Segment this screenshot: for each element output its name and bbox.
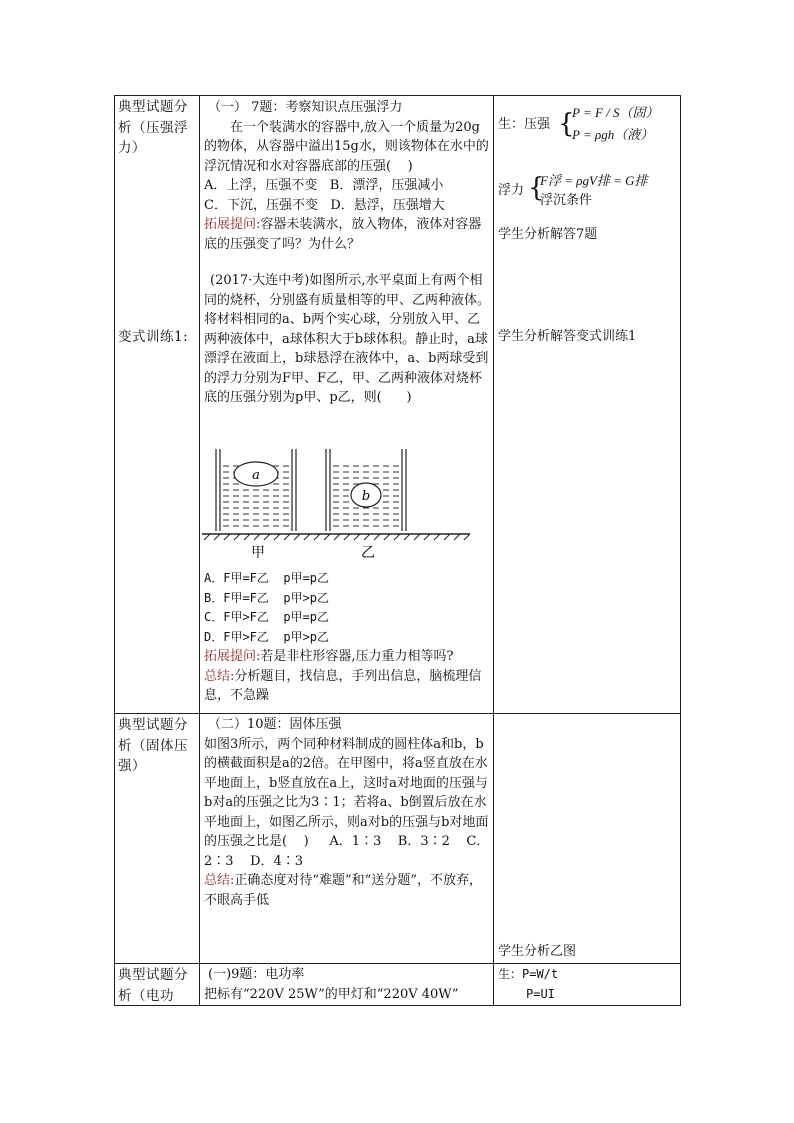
row3-category: 典型试题分析（固体压强） — [118, 717, 188, 774]
table-border-right — [680, 95, 681, 1006]
label-jia: 甲 — [251, 545, 265, 561]
row4-content: (一)9题：电功率 把标有“220V 25W”的甲灯和“220V 40W” — [204, 967, 459, 1002]
ground-hatch — [204, 534, 470, 540]
question-title: （一） 7题：考察知识点压强浮力 — [208, 100, 403, 115]
summary-1: 总结:分析题目，找信息，手列出信息，脑梳理信息，不急躁 — [204, 668, 482, 703]
row1-category: 典型试题分析（压强浮力） — [118, 99, 188, 156]
row3-notes: 学生分析乙图 — [498, 944, 577, 959]
pressure-formulas: 生：压强 { P = F / S（固） P = ρgh（液） — [498, 105, 659, 142]
extend-question: 拓展提问:容器未装满水，放入物体，液体对容器底的压强变了吗？为什么？ — [204, 217, 482, 252]
row-divider-2 — [114, 963, 681, 964]
label-yi: 乙 — [361, 545, 375, 561]
table-border-left — [114, 95, 115, 1006]
table-border-bottom — [114, 1005, 681, 1006]
buoyancy-formulas: 浮力 { F浮 = ρgV排 = G排 浮沉条件 — [498, 173, 648, 208]
table-border-top — [114, 95, 681, 96]
analyze-note-7: 学生分析解答7题 — [498, 227, 598, 242]
beaker-b — [326, 449, 406, 531]
row2-category: 变式训练1: — [118, 329, 189, 345]
column-divider-1 — [199, 95, 200, 1006]
extend-question-2: 拓展提问:若是非柱形容器,压力重力相等吗? — [204, 649, 454, 664]
row4-category: 典型试题分析（电功 — [118, 967, 188, 1004]
question-text: 在一个装满水的容器中,放入一个质量为20g的物体，从容器中溢出15g水，则该物体在水中的浮沉情况和水对容器底部的压强( ) — [204, 119, 489, 174]
solid-pressure-title: （二）10题：固体压强 — [208, 717, 342, 732]
variation-question: (2017·大连中考)如图所示,水平桌面上有两个相同的烧杯，分别盛有质量相等的甲、乙两种液体。将材料相同的a、b两个实心球，分别放入甲、乙两种液体中，a球体积大于b球体积。静止时，a球漂浮在液面上，b球悬浮在液体中，a、b两球受到的浮力分别为F甲、F乙，甲、乙两种液体对烧杯底的压强分别为p甲、p乙，则( ) — [204, 273, 491, 405]
svg-text:a: a — [252, 468, 260, 483]
row3-content — [204, 715, 492, 910]
beaker-a — [216, 449, 296, 531]
row2-options: A．F甲=F乙 p甲=p乙 B．F甲=F乙 p甲>p乙 C．F甲>F乙 p甲=p乙 D．F甲>F乙 p甲>p乙 拓展提问:若是非柱形容器,压力重力相等吗? 总结:分析题目，找信息，手列出信息，脑梳理信息，不急躁 — [204, 569, 492, 706]
row-divider-1 — [114, 713, 681, 714]
solid-pressure-question: 如图3所示，两个同种材料制成的圆柱体a和b，b的横截面积是a的2倍。在甲图中，将a竖直放在水平地面上，b竖直放在a上，这时a对地面的压强与b对a的压强之比为3∶1；若将a、b倒置后放在水平地面上，如图乙所示，则a对b的压强与b对地面的压强之比是( ) A．1∶3 B．3∶2 C．2∶3 D．4∶3 — [204, 736, 490, 869]
summary-2: 总结:正确态度对待“难题”和“送分题”，不放弃，不眼高手低 — [204, 873, 482, 908]
row4-notes: 生：P=W/t P=UI — [498, 967, 559, 1001]
row1-content — [204, 98, 492, 254]
lesson-table — [114, 95, 681, 1006]
row2-content — [204, 271, 492, 408]
beaker-figure — [202, 445, 472, 563]
column-divider-2 — [493, 95, 494, 1006]
brace-icon: { — [558, 109, 575, 139]
svg-text:b: b — [361, 489, 371, 504]
brace-icon: { — [528, 173, 545, 203]
question-options-cd: C．下沉，压强不变 D．悬浮，压强增大 — [204, 197, 445, 213]
row1-notes — [498, 101, 678, 245]
question-options-ab: A．上浮，压强不变 B．漂浮，压强减小 — [204, 178, 444, 193]
row2-notes: 学生分析解答变式训练1 — [498, 329, 637, 344]
